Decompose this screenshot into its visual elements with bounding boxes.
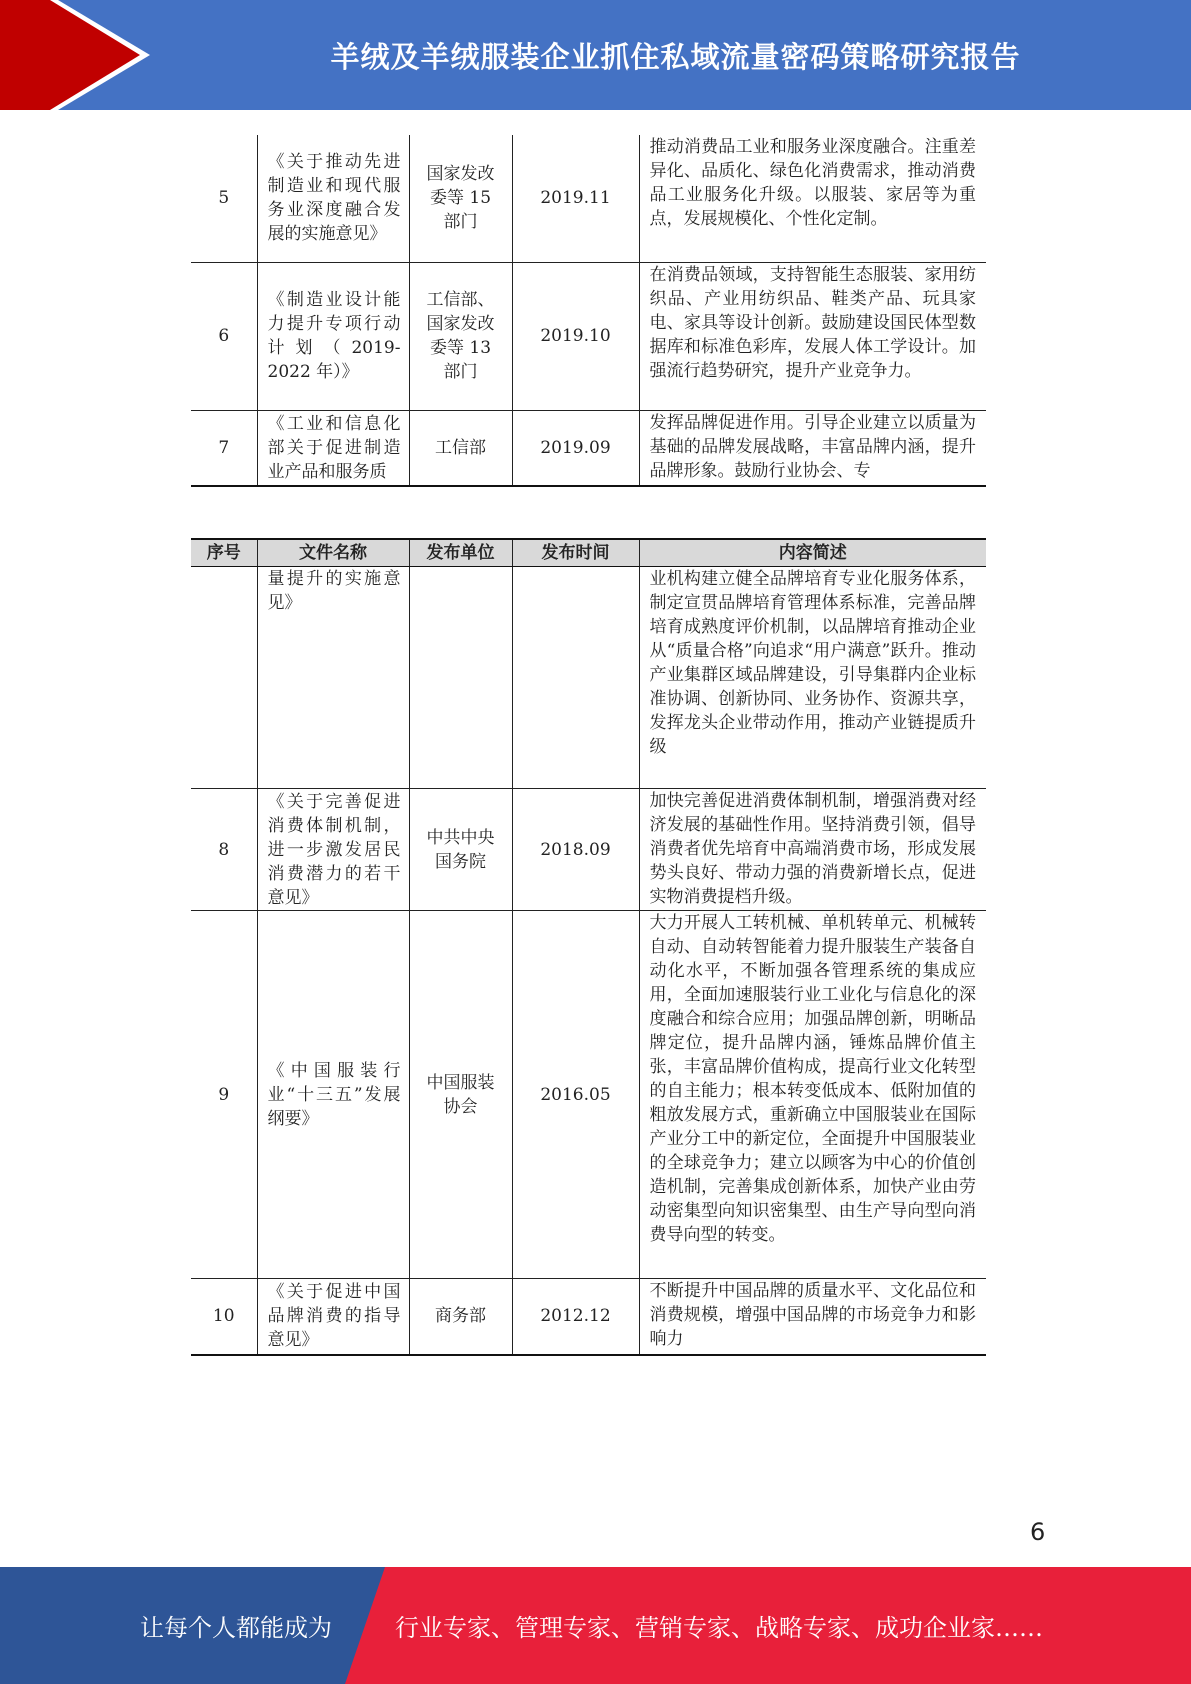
issue-date: 2012.12: [512, 1279, 639, 1355]
row-number: 9: [191, 911, 257, 1279]
content-summary: 推动消费品工业和服务业深度融合。注重差异化、品质化、绿色化消费需求，推动消费品工业服务化升级。以服装、家居等为重点，发展规模化、个性化定制。: [639, 135, 986, 262]
table-row: [191, 567, 986, 789]
page-number: 6: [1030, 1518, 1046, 1546]
row-number: 8: [191, 789, 257, 911]
issue-date: 2019.10: [512, 262, 639, 410]
row-number: 10: [191, 1279, 257, 1355]
document-name: 量提升的实施意见》: [257, 567, 409, 789]
issue-date: 2018.09: [512, 789, 639, 911]
document-name: 《制造业设计能力提升专项行动计划（2019-2022 年）》: [257, 262, 409, 410]
column-header-summary: 内容简述: [639, 539, 986, 567]
header-chevron-decoration: [0, 0, 160, 110]
table-row: [191, 911, 986, 1279]
document-name: 《关于促进中国品牌消费的指导意见》: [257, 1279, 409, 1355]
issuing-unit: 中国服装协会: [409, 911, 512, 1279]
issuing-unit: 工信部: [409, 410, 512, 486]
table-header-row: [191, 539, 986, 567]
row-number: 5: [191, 135, 257, 262]
row-number: 7: [191, 410, 257, 486]
row-number: [191, 567, 257, 789]
content-summary: 大力开展人工转机械、单机转单元、机械转自动、自动转智能着力提升服装生产装备自动化水平，不断加强各管理系统的集成应用，全面加速服装行业工业化与信息化的深度融合和综合应用；加强品牌创新，明晰品牌定位，提升品牌内涵，锤炼品牌价值主张，丰富品牌价值构成，提高行业文化转型的自主能力；根本转变低成本、低附加值的粗放发展方式，重新确立中国服装业在国际产业分工中的新定位，全面提升中国服装业的全球竞争力；建立以顾客为中心的价值创造机制，完善集成创新体系，加快产业由劳动密集型向知识密集型、由生产导向型向消费导向型的转变。: [639, 911, 986, 1279]
content-summary: 不断提升中国品牌的质量水平、文化品位和消费规模，增强中国品牌的市场竞争力和影响力: [639, 1279, 986, 1355]
page-header: [0, 0, 1191, 110]
content-summary: 加快完善促进消费体制机制，增强消费对经济发展的基础性作用。坚持消费引领，倡导消费者优先培育中高端消费市场，形成发展势头良好、带动力强的消费新增长点，促进实物消费提档升级。: [639, 789, 986, 911]
column-header-unit: 发布单位: [409, 539, 512, 567]
column-header-number: 序号: [191, 539, 257, 567]
document-name: 《关于推动先进制造业和现代服务业深度融合发展的实施意见》: [257, 135, 409, 262]
issue-date: [512, 567, 639, 789]
issue-date: 2016.05: [512, 911, 639, 1279]
column-header-date: 发布时间: [512, 539, 639, 567]
document-name: 《关于完善促进消费体制机制，进一步激发居民消费潜力的若干意见》: [257, 789, 409, 911]
issue-date: 2019.09: [512, 410, 639, 486]
footer-slogan-right: 行业专家、管理专家、营销专家、战略专家、成功企业家……: [395, 1614, 1043, 1642]
page-footer: [0, 1567, 1191, 1684]
table-row: [191, 1279, 986, 1355]
table-row: [191, 135, 986, 262]
issuing-unit: 商务部: [409, 1279, 512, 1355]
column-header-name: 文件名称: [257, 539, 409, 567]
policy-table-continued: [191, 135, 986, 487]
footer-slogan-left: 让每个人都能成为: [140, 1614, 332, 1642]
table-row: [191, 262, 986, 410]
issuing-unit: 工信部、国家发改委等 13 部门: [409, 262, 512, 410]
issue-date: 2019.11: [512, 135, 639, 262]
issuing-unit: [409, 567, 512, 789]
content-summary: 业机构建立健全品牌培育专业化服务体系，制定宣贯品牌培育管理体系标准，完善品牌培育成熟度评价机制，以品牌培育推动企业从“质量合格”向追求“用户满意”跃升。推动产业集群区域品牌建设，引导集群内企业标准协调、创新协同、业务协作、资源共享，发挥龙头企业带动作用，推动产业链提质升级: [639, 567, 986, 789]
report-title: 羊绒及羊绒服装企业抓住私域流量密码策略研究报告: [330, 39, 1021, 74]
issuing-unit: 中共中央国务院: [409, 789, 512, 911]
content-summary: 发挥品牌促进作用。引导企业建立以质量为基础的品牌发展战略，丰富品牌内涵，提升品牌形象。鼓励行业协会、专: [639, 410, 986, 486]
table-row: [191, 789, 986, 911]
content-summary: 在消费品领域，支持智能生态服装、家用纺织品、产业用纺织品、鞋类产品、玩具家电、家具等设计创新。鼓励建设国民体型数据库和标准色彩库，发展人体工学设计。加强流行趋势研究，提升产业竞争力。: [639, 262, 986, 410]
document-name: 《中国服装行业“十三五”发展纲要》: [257, 911, 409, 1279]
policy-table: [191, 538, 986, 1356]
table-row: [191, 410, 986, 486]
row-number: 6: [191, 262, 257, 410]
issuing-unit: 国家发改委等 15 部门: [409, 135, 512, 262]
document-name: 《工业和信息化部关于促进制造业产品和服务质: [257, 410, 409, 486]
